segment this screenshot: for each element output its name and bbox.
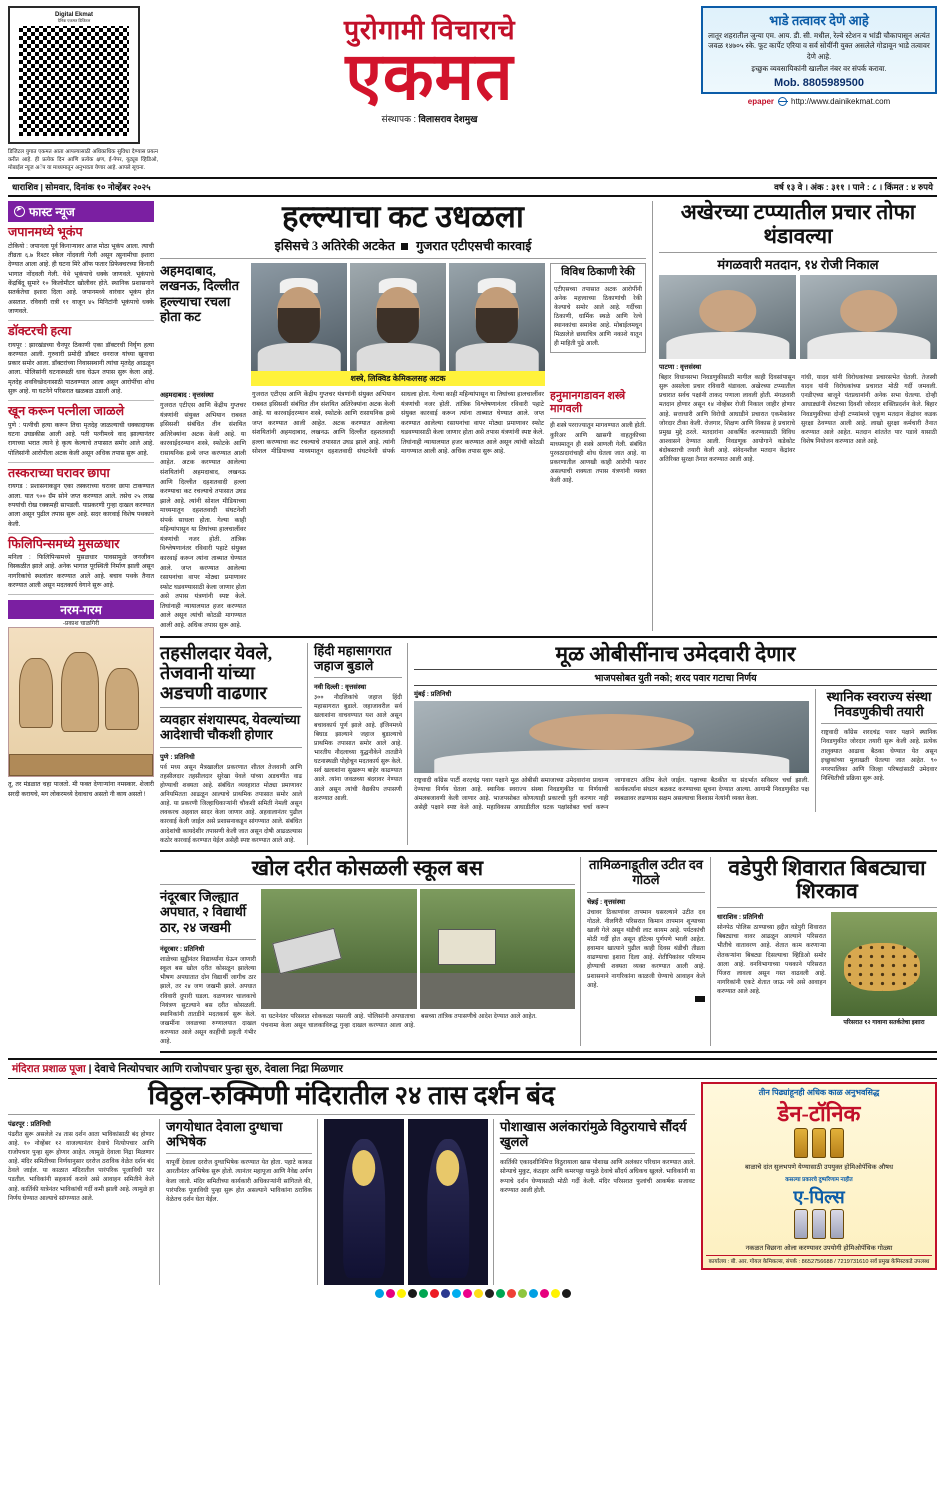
leopard-photo: [831, 912, 937, 1016]
ad-brand-2-sub: नकळत विछाना ओला करण्यावर उपयोगी होमिओपॅथिक गोळ्या: [745, 1244, 893, 1252]
obc-side-title: स्थानिक स्वराज्य संस्था निवडणुकीची तयारी: [826, 688, 932, 719]
obc-side-body: राष्ट्रवादी काँग्रेस शरदचंद्र पवार पक्षाने स्थानिक निवडणुकीत जोरदार तयारी सुरू केली आहे. प्रत्येक तालुक्यात आढावा बैठका घेण्यात येत असून इच्छुकांच्या मुलाखती घेतल्या जात आहेत. ९० नगरपालिका आणि जिल्हा परिषदांसाठी उमेदवार निश्चितीची प्रक्रिया सुरू आहे.: [821, 729, 937, 782]
lead-body-row: [160, 390, 646, 631]
list-item[interactable]: [8, 222, 154, 321]
tamil-body: उंचावर ठिकाणांवर तापमान घसरल्याने उटीत दव गोठले. नीलगिरी परिसरात किमान तापमान शून्याच्या खाली गेले असून थंडीची लाट कायम आहे. पर्यटकांची मोठी गर्दी होत असून हॉटेल्स पूर्णपणे भरली आहेत. हवामान खात्याने पुढील काही दिवस थंडीची तीव्रता वाढण्याचा इशारा दिला आहे. शेतीपिकांवर परिणाम होण्याची शक्यता व्यक्त करण्यात आली आहे. प्रशासनाने नागरिकांना काळजी घेण्याचे आवाहन केले आहे.: [587, 908, 705, 989]
sidebar-item-body: टोकियो : जपानला पूर्व किनाऱ्यावर आज मोठा भूकंप आला. त्याची तीव्रता ६.७ रिश्टर स्केल नोंदवली गेली असून त्सुनामीचा इशारा देण्यात आला आहे. ही घटना मिरे ऑफ फतार प्रिफेक्चरच्या किनारी भागात नोंदवली गेली. येथे भूकंपाचे धक्के जाणवले. भूकंपाचे केंद्रबिंदू सुमारे १० किलोमीटर खोलीवर होते. स्थानिक प्रशासनाने सतर्कतेचा इशारा दिला आहे. जपानमध्ये वारंवार भूकंप होत असतात. रविवारी रात्री ११ वाजून ४५ मिनिटांनी भूकंपाचे धक्के जाणवले.: [8, 242, 154, 315]
ad-title: भाडे तत्वावर देणे आहे: [769, 13, 869, 28]
right-top-story: [659, 201, 937, 630]
ad-bottles-1: [706, 1128, 932, 1163]
dateline-strip: [8, 177, 937, 197]
lead-sub-left: इसिसचे 3 अतिरेकी अटकेत: [274, 239, 395, 254]
bus-story: [160, 857, 581, 1046]
epaper-link[interactable]: [701, 97, 937, 106]
lead-box2-col: [550, 390, 646, 631]
lead-top: [160, 263, 646, 386]
masthead-kicker: पुरोगामी विचाराचे: [343, 15, 516, 45]
bus-headline: खोल दरीत कोसळली स्कूल बस: [251, 855, 484, 880]
byline: अहमदाबाद : वृत्तसंस्था: [160, 392, 214, 400]
dateline-left: धाराशिव | सोमवार, दिनांक १० नोव्हेंबर २०२५: [12, 182, 151, 193]
vitthal-byline: पंढरपूर : प्रतिनिधी: [8, 1120, 51, 1128]
sidebar-header-label: फास्ट न्यूज: [29, 205, 75, 220]
bus-sub: नंदूरबार जिल्ह्यात अपघात, २ विद्यार्थी ठार, २४ जखमी: [160, 889, 247, 935]
box2-title: हनुमानगडावन शस्त्रे मागवली: [550, 390, 626, 416]
color-dot: [540, 1289, 549, 1298]
color-dot: [386, 1289, 395, 1298]
obc-story: [414, 643, 937, 845]
leopard-photo-caption: परिसरात १२ गावाना सतर्कतेचा इशारा: [843, 1019, 925, 1027]
color-dot: [507, 1289, 516, 1298]
box-body: एटीएसच्या तपासात अटक आरोपींनी अनेक महत्त्वाच्या ठिकाणांची रेकी केल्याचे समोर आले आहे. गर्दीच्या ठिकाणी, धार्मिक स्थळे आणि रेल्वे स्थानकांचा समावेश आहे. मोबाईलमधून मिळालेले छायाचित्र आणि नकाशे यातून ही माहिती पुढे आली.: [554, 285, 642, 348]
color-dot: [518, 1289, 527, 1298]
leopard-byline: धाराशिव : प्रतिनिधी: [717, 914, 764, 922]
obc-band: भाजपसोबत युती नको; शरद पवार गटाचा निर्णय: [414, 669, 937, 686]
color-dot: [529, 1289, 538, 1298]
ad-footer: कार्यालय : बी. आर. गोयल केमिकल्स, संपर्क : 8652756688 / 7219731610 सर्व प्रमुख केमिस्टकडे उपलब्ध: [706, 1255, 932, 1265]
cartoon-caption: तू, तर मंडळात चहा पाजतो. मी फक्त देणाऱ्यांना नमस्कार. शेजारी सरदी करायचे, मग लोकरमध्ये देवाचाच असतो नी काय असतो !: [8, 781, 154, 798]
color-dot: [463, 1289, 472, 1298]
vitthal-photo-col: [324, 1119, 494, 1285]
right-top-body-2: गांधी, यादव यांनी विरोधकांच्या प्रचारसभेत घेतली. तेजस्वी यादव यांनी विरोधकांच्या प्रचारात मोठी गर्दी जमवली. एनडीएच्या बाजूने पंतप्रधानांनी अनेक सभा घेतल्या. दोन्ही आघाड्यांनी शेवटच्या दिवशी जोरदार शक्तिप्रदर्शन केले. बिहार निवडणुकीच्या दोन्ही टप्प्यांमध्ये एकूण मतदान केंद्रांवर कडक सुरक्षा ठेवण्यात आली आहे. लाखो सुरक्षा कर्मचारी तैनात करण्यात आले आहेत. मतदान शांततेत पार पडावे यासाठी विशेष नियोजन करण्यात आले आहे.: [801, 373, 937, 445]
masthead-left: [8, 6, 158, 172]
lead-deck-col: [160, 263, 246, 386]
main-columns: [8, 201, 937, 1058]
lead-box-col: [550, 263, 646, 386]
vitthal-col2-title: जगयोधात देवाला दुग्धाचा अभिषेक: [166, 1118, 283, 1150]
suspect-photo-3: [449, 263, 545, 371]
dateline-right: वर्ष १३ वे । अंक : ३११ । पाने : ८ । किंमत : ४ रुपये: [774, 182, 933, 193]
vitthal-headline: विठ्ठल-रुक्मिणी मंदिरातील २४ तास दर्शन बंद: [148, 1081, 555, 1111]
qr-code-icon[interactable]: [19, 26, 129, 136]
photo-caption: शस्त्रे, लिक्विड केमिकलसह अटक: [251, 371, 545, 386]
ad-badge: कसल्या प्रकारचे दुष्परिणाम नाहीत: [785, 1176, 853, 1183]
sidebar: [8, 201, 154, 1058]
main-content: [160, 201, 937, 1058]
sidebar-header: [8, 201, 154, 222]
tamil-story: [587, 857, 711, 1046]
tehsildar-body: पर्व मध्य असून मैत्रखालील प्रकरणात शीतल तेजवानी आणि तहसीलदार तहसीलदार सुरेखा येवले यांच्या अडचणीत वाढ होण्याची शक्यता आहे. संबंधित व्यवहारात मोठ्या प्रमाणावर अनियमितता आढळून आल्याचे प्राथमिक तपासात समोर आले आहे. या प्रकरणी जिल्हाधिकाऱ्यांनी चौकशी समिती नेमली असून लवकरच अहवाल सादर केला जाणार आहे. अहवालानंतर पुढील कारवाई केली जाईल असे प्रशासनाकडून सांगण्यात आले. संबंधित आदेशांची कायदेशीर तपासणी केली जात असून दोषी आढळल्यास कठोर कारवाई करण्यात येईल असेही स्पष्ट करण्यात आले आहे.: [160, 763, 302, 844]
deity-photo-2: [408, 1119, 488, 1285]
bus-deck-col: [160, 889, 256, 1046]
tamil-byline: चेन्नई : वृत्तसंस्था: [587, 898, 626, 906]
bus-body-1: शाळेच्या सुट्टीनंतर विद्यार्थ्यांना घेऊन जाणारी स्कूल बस खोल दरीत कोसळून झालेल्या भीषण अपघातात दोन विद्यार्थी जागीच ठार झाले, तर २४ जण जखमी झाले. अपघात रविवारी दुपारी घडला. वळणावर चालकाचे नियंत्रण सुटल्याने बस दरीत कोसळली. स्थानिकांनी तातडीने मदतकार्य सुरू केले. जखमींना जवळच्या रुग्णालयात दाखल करण्यात आले असून काहींची प्रकृती गंभीर आहे.: [160, 955, 256, 1046]
cartoon-header: नरम-गरम: [8, 600, 154, 619]
right-top-body-1: बिहार विधानसभा निवडणुकीसाठी मागील काही दिवसांपासून सुरू असलेला प्रचार रविवारी थंडावला. अखेरच्या टप्प्यातील प्रचारात सर्वच पक्षांनी ताकद पणाला लावली होती. मंगळवारी मतदान होणार असून १४ नोव्हेंबर रोजी निकाल जाहीर होणार आहे. सत्ताधारी आणि विरोधी आघाडीने प्रचारात एकमेकांवर जोरदार टीका केली. रोजगार, शिक्षण आणि विकास हे प्रचाराचे प्रमुख मुद्दे ठरले. मतदारांना आकर्षित करण्यासाठी विविध आश्वासने देण्यात आली. निवडणूक आयोगाने कडेकोट बंदोबस्ताची तयारी केली आहे. संवेदनशील मतदान केंद्रांवर अतिरिक्त सुरक्षा तैनात करण्यात आली आहे.: [659, 373, 795, 464]
list-item[interactable]: [8, 401, 154, 463]
vitthal-body: पंढरीत सुरू असलेले २४ तास दर्शन आता भाविकांसाठी बंद होणार आहे. १० नोव्हेंबर १२ वाजल्यानंतर देवाचे नित्योपचार आणि राजोपचार पुन्हा सुरू होणार आहेत. त्यामुळे देवाला निद्रा मिळणार आहे. मंदिर समितीच्या निर्णयानुसार दररोज ठराविक वेळेत दर्शन बंद ठेवले जाईल. या काळात मंदिरातील पारंपरिक पूजाविधी पार पडतील. भाविकांनी सहकार्य करावे असे आवाहन समितीने केले आहे. कार्तिकी यात्रेनंतर भाविकांची गर्दी कमी झाली आहे. त्यामुळे हा निर्णय घेण्यात आल्याचे सांगण्यात आले.: [8, 1130, 154, 1202]
vitthal-story: [8, 1082, 695, 1284]
square-bullet-icon: [401, 243, 408, 250]
color-dot: [562, 1289, 571, 1298]
right-top-sub: मंगळवारी मतदान, १४ रोजी निकाल: [717, 256, 879, 272]
leopard-story: [717, 857, 937, 1046]
sidebar-item-body: रायगड : प्रशासनाकडून एका तस्कराच्या घरावर छापा टाकण्यात आला. यात ९०० ग्रॅम सोने जप्त करण्यात आले. तसेच २५ लाख रुपयांची रोख रक्कमही सापडली. याप्रकरणी गुन्हा दाखल करण्यात आला असून पुढील तपास सुरू आहे. सदर कारवाई विशेष पथकाने केली.: [8, 483, 154, 528]
leopard-headline: वडेपुरी शिवारात बिबट्याचा शिरकाव: [728, 855, 926, 903]
vitthal-col-4: [500, 1119, 695, 1285]
obc-byline: मुंबई : प्रतिनिधी: [414, 690, 452, 698]
list-item[interactable]: [8, 534, 154, 596]
ship-byline: नवी दिल्ली : वृत्तसंस्था: [314, 684, 367, 692]
lead-subhead: [160, 237, 646, 254]
color-dot: [496, 1289, 505, 1298]
page-title: हल्ल्याचा कट उधळला: [282, 199, 524, 235]
leopard-photo-col: [831, 912, 937, 1027]
color-dot: [452, 1289, 461, 1298]
qr-box[interactable]: [8, 6, 140, 144]
bottom-ad[interactable]: [701, 1082, 937, 1284]
obc-side-box: [815, 689, 937, 813]
masthead-editor: [164, 112, 695, 125]
cartoon-image: [8, 627, 154, 777]
accident-photo-2: [420, 889, 576, 1009]
sidebar-item-body: पुणे : पत्नीची हत्या करून तिचा मृतदेह जाळल्याची धक्कादायक घटना उघडकीस आली आहे. पती पत्नीमध्ये वाद झाल्यानंतर रागाच्या भरात त्याने हे कृत्य केल्याचे तपासात समोर आले आहे. पोलिसांनी आरोपीला अटक केली असून अधिक तपास सुरू आहे.: [8, 421, 154, 457]
masthead-title: एकमत: [345, 41, 514, 114]
sidebar-item-title: जपानमध्ये भूकंप: [8, 225, 83, 240]
tamil-headline: तामिळनाडूतील उटीत दव गोठले: [588, 856, 703, 888]
lead-byline-col: [160, 390, 246, 631]
lead-deck: अहमदाबाद, लखनऊ, दिल्लीत हल्ल्याचा रचला होता कट: [160, 263, 240, 324]
marquee-black: देवाचे नित्योपचार आणि राजोपचार पुन्हा सुरु, देवाला निद्रा मिळणार: [94, 1063, 343, 1076]
end-mark-icon: [695, 996, 705, 1002]
sidebar-item-title: फिलिपिन्समध्ये मुसळधार: [8, 536, 120, 551]
lead-body-2: गुजरात एटीएस आणि केंद्रीय गुप्तचर यंत्रणांनी संयुक्त अभियान राबवत इसिसशी संबंधित तीन संशयित अतिरेक्यांना अटक केली आहे. या कारवाईदरम्यान शस्त्रे, स्फोटके आणि रासायनिक द्रव्ये जप्त करण्यात आली आहेत. अटक करण्यात आलेल्या संशयितांनी अहमदाबाद, लखनऊ आणि दिल्लीत दहशतवादी हल्ला करण्याचा कट रचल्याचे तपासात उघड झाले आहे. त्यांनी सोशल मीडियाच्या माध्यमातून दहशतवादी संघटनेशी संपर्क साधला होता. गेल्या काही महिन्यांपासून या तिघांच्या हालचालींवर यंत्रणांची नजर होती. तांत्रिक विश्लेषणानंतर रविवारी पहाटे संयुक्त कारवाई करून त्यांना ताब्यात घेण्यात आले. जप्त करण्यात आलेल्या रसायनांचा वापर मोठ्या प्रमाणावर स्फोट घडवण्यासाठी केला जाणार होता असे तपास यंत्रणांनी स्पष्ट केले. तिघांनाही न्यायालयात हजर करण्यात आले असून त्यांची कोठडी मागण्यात आली आहे. अधिक तपास सुरू आहे.: [252, 391, 544, 456]
color-dot: [430, 1289, 439, 1298]
ad-tagline: तीन पिढ्यांहूनही अधिक काळ अनुभवसिद्ध: [758, 1088, 880, 1098]
epaper-label: epaper: [747, 96, 775, 106]
bottom-section: [8, 1082, 937, 1284]
right-top-photos: [659, 275, 937, 359]
ship-body: ३०० नौदलिकांचे जहाज हिंदी महासागरात बुडाले. जहाजावरील सर्व खलाशांना वाचवण्यात यश आले असून बचावकार्य पूर्ण झाले आहे. इंजिनमध्ये बिघाड झाल्याने जहाज बुडाल्याचे प्राथमिक तपासात समोर आले आहे. भारतीय नौदलाच्या युद्धनौकेने तातडीने घटनास्थळी पोहोचून मदतकार्य सुरू केले. सर्व खलाशांना सुखरूप बाहेर काढण्यात आले. त्यांना जवळच्या बंदरावर नेण्यात आले असून त्यांची वैद्यकीय तपासणी करण्यात आली.: [314, 694, 402, 802]
accident-photo-1: [261, 889, 417, 1009]
politician-photo-2: [800, 275, 937, 359]
ad-phone: Mob. 8805989500: [774, 76, 864, 89]
bus-byline: नंदूरबार : प्रतिनिधी: [160, 945, 205, 953]
masthead: [8, 6, 937, 172]
sidebar-box-recce: [550, 263, 646, 353]
vitthal-col-2: [166, 1119, 318, 1285]
bus-body-2: या घटनेनंतर परिसरात शोककळा पसरली आहे. पोलिसांनी अपघाताचा पंचनामा केला असून चालकाविरुद्ध गुन्हा दाखल करण्यात आला आहे. बसच्या तांत्रिक तपासणीचे आदेश देण्यात आले आहेत.: [261, 1013, 537, 1030]
leopard-body: सोनपेठ पोलिस ठाण्याच्या हद्दीत वडेपुरी शिवारात बिबट्याचा वावर आढळून आल्याने परिसरात भीतीचे वातावरण आहे. शेतात काम करणाऱ्या शेतकऱ्यांना बिबट्या दिसल्याचा व्हिडिओ समोर आला आहे. वनविभागाच्या पथकाने परिसरात पिंजरा लावला असून गस्त वाढवली आहे. नागरिकांनी एकटे शेतात जाऊ नये असे आवाहन करण्यात आले आहे.: [717, 924, 826, 996]
qr-title: Digital Ekmat: [54, 12, 93, 18]
color-dot: [397, 1289, 406, 1298]
editor-label: संस्थापक :: [381, 113, 419, 124]
ad-brand-1: डेन-टॉनिक: [777, 1101, 861, 1127]
qr-subtitle: दैनिक एकमत डिजिटल: [57, 17, 91, 23]
obc-headline: मूळ ओबीसींनाच उमेदवारी देणार: [555, 641, 796, 666]
box2-body: ही शस्त्रे परराज्यातून मागवण्यात आली होती. कुरिअर आणि खासगी वाहतुकीच्या माध्यमातून ही शस्त्रे आणली गेली. संबंधित पुरवठादारांचाही शोध घेतला जात आहे. या प्रकरणातील आणखी काही आरोपी फरार असल्याची शक्यता तपास यंत्रणांनी व्यक्त केली आहे.: [550, 422, 646, 485]
globe-icon: [778, 97, 787, 106]
second-row: [160, 643, 937, 845]
epaper-url[interactable]: http://www.dainikekmat.com: [791, 96, 891, 106]
obc-body: राष्ट्रवादी काँग्रेस पार्टी शरदचंद्र पवार पक्षाने मूळ ओबीसी समाजाच्या उमेदवारांना प्राधान्य देण्याचा निर्णय घेतला आहे. स्थानिक स्वराज्य संस्था निवडणुकीत या निर्णयाची अंमलबजावणी केली जाणार आहे. भाजपसोबत कोणत्याही प्रकारची युती करणार नाही असेही पक्षाने स्पष्ट केले आहे. महाविकास आघाडीतील घटक पक्षांसोबत चर्चा करून जागावाटप अंतिम केले जाईल. पक्षाच्या बैठकीत या संदर्भात सविस्तर चर्चा झाली. कार्यकर्त्यांना संघटन बळकट करण्याच्या सूचना देण्यात आल्या. आगामी निवडणुकीत पक्ष स्वबळावर लढण्यास सक्षम असल्याचा विश्वास नेत्यांनी व्यक्त केला.: [414, 776, 809, 812]
box-title: विविध ठिकाणी रेकी: [561, 267, 635, 279]
right-top-headline: अखेरच्या टप्प्यातील प्रचार तोफा थंडावल्या: [680, 200, 916, 248]
ship-headline: हिंदी महासागरात जहाज बुडाले: [314, 642, 392, 673]
sharad-pawar-photo: [414, 701, 809, 773]
marquee-red: मंदिरात प्रशाळ पूजा: [12, 1063, 86, 1076]
bus-photo-col: [261, 889, 575, 1046]
color-dot: [419, 1289, 428, 1298]
color-dot: [474, 1289, 483, 1298]
ad-brand-2: ए-पिल्स: [793, 1186, 845, 1207]
color-dot: [375, 1289, 384, 1298]
color-dot: [441, 1289, 450, 1298]
politician-photo-1: [659, 275, 796, 359]
ship-story: [314, 643, 408, 845]
obc-main: [414, 689, 809, 813]
lead-body-1: गुजरात एटीएस आणि केंद्रीय गुप्तचर यंत्रणांनी संयुक्त अभियान राबवत इसिसशी संबंधित तीन संशयित अतिरेक्यांना अटक केली आहे. या कारवाईदरम्यान शस्त्रे, स्फोटके आणि रासायनिक द्रव्ये जप्त करण्यात आली आहेत. अटक करण्यात आलेल्या संशयितांनी अहमदाबाद, लखनऊ आणि दिल्लीत दहशतवादी हल्ला करण्याचा कट रचल्याचे तपासात उघड झाले आहे. त्यांनी सोशल मीडियाच्या माध्यमातून दहशतवादी संघटनेशी संपर्क साधला होता. गेल्या काही महिन्यांपासून या तिघांच्या हालचालींवर यंत्रणांची नजर होती. तांत्रिक विश्लेषणानंतर रविवारी पहाटे संयुक्त कारवाई करून त्यांना ताब्यात घेण्यात आले. जप्त करण्यात आलेल्या रसायनांचा वापर मोठ्या प्रमाणावर स्फोट घडवण्यासाठी केला जाणार होता असे तपास यंत्रणांनी स्पष्ट केले. तिघांनाही न्यायालयात हजर करण्यात आले असून त्यांची कोठडी मागण्यात आली आहे. अधिक तपास सुरू आहे.: [160, 402, 246, 629]
qr-caption: डिजिटल युगात एकमत आता आपल्यासाठी अधिकाधिक सुविधा देण्यास प्रयत्न करीत आहे. ही प्रत्येक दिन आणि प्रत्येक क्षण, ई-पेपर, यूट्यूब व्हिडिओ, मोबाईल न्यूज अॅप या माध्यमातून अनुभवता येणार आहे. आपले सूचना.: [8, 148, 158, 171]
leopard-text: [717, 912, 826, 1027]
cartoon-byline: -प्रकाश चाळगिरी: [62, 621, 100, 628]
ad-note: इच्छुक व्यवसायिकांनी खालील नंबर वर संपर्क करावा.: [751, 64, 887, 74]
sidebar-item-title: खून करून पत्नीला जाळले: [8, 404, 125, 419]
editor-name: विलासराव देशमुख: [418, 113, 478, 124]
suspect-photo-2: [350, 263, 446, 371]
lead-photo-block: [251, 263, 545, 386]
marquee-strip: मंदिरात प्रशाळ पूजा | देवाचे नित्योपचार आणि राजोपचार पुन्हा सुरु, देवाला निद्रा मिळणार: [8, 1058, 937, 1079]
sidebar-item-title: डॉक्टरची हत्या: [8, 324, 72, 339]
vitthal-col2-body: यापूर्वी देवाला दररोज दुग्धाभिषेक करण्यात येत होता. पहाटे काकड आरतीनंतर अभिषेक सुरू होतो. त्यानंतर महापूजा आणि नैवेद्य अर्पण केला जातो. मंदिर समितीच्या कार्यकारी अधिकाऱ्यांनी सांगितले की, पारंपरिक पूजाविधी पुन्हा सुरू होत असल्याने भाविकांना ठराविक वेळेतच दर्शन घेता येईल.: [166, 1159, 312, 1203]
print-color-bar: [8, 1285, 937, 1300]
tehsildar-byline: पुणे : प्रतिनिधी: [160, 753, 195, 761]
tehsildar-story: [160, 643, 308, 845]
cartoon-block: [8, 600, 154, 799]
sidebar-item-body: रायपूर : झारखंडच्या चैनपूर ठिकाणी एका डॉक्टरची निर्घृण हत्या करण्यात आली. गुरुवारी प्रमोदी डॉक्टर धनराज यांच्या खुनाचा प्रकार समोर आला. डॉक्टरांच्या निवासस्थानी त्यांचा मृतदेह आढळून आला. पोलिसांनी घटनास्थळी धाव घेऊन तपास सुरू केला आहे. मृतदेह शवविच्छेदनासाठी पाठवण्यात आला असून आरोपींचा शोध सुरू आहे. या घटनेने परिसरात खळबळ उडाली आहे.: [8, 341, 154, 396]
vitthal-col4-title: पोशाखास अलंकारांमुळे विठुरायाचे सौंदर्य खुलले: [500, 1118, 687, 1150]
color-dot: [551, 1289, 560, 1298]
vitthal-col4-body: कार्तिकी एकादशीनिमित्त विठुरायाला खास पोशाख आणि अलंकार परिधान करण्यात आले. सोन्याचे मुकुट, कंठहार आणि कमरपट्टा यामुळे देवाचे सौंदर्य अधिकच खुलले. भाविकांनी या रूपाचे दर्शन घेण्यासाठी मोठी गर्दी केली. मंदिर परिसरात फुलांची आकर्षक सजावट करण्यात आली होती.: [500, 1159, 695, 1194]
vitthal-col-1: [8, 1119, 160, 1285]
deity-photo-1: [324, 1119, 404, 1285]
list-item[interactable]: [8, 321, 154, 401]
masthead-center: [164, 6, 695, 125]
ad-body: लातूर शहरातील जुन्या एम. आय. डी. सी. मधील, रेल्वे स्टेशन व भांडी चौकापासून अत्यंत जवळ १४७०५ स्के. फूट कार्पेट एरिया व सर्व सोयींनी युक्त असलेले गोडावून भाडे तत्वावर देणे आहे.: [708, 31, 930, 61]
third-row: [160, 857, 937, 1046]
tehsildar-headline: तहसीलदार येवले, तेजवानी यांच्या अडचणी वाढणार: [160, 642, 273, 703]
top-row: [160, 201, 937, 630]
sidebar-item-title: तस्कराच्या घरावर छापा: [8, 465, 110, 480]
color-dot: [485, 1289, 494, 1298]
masthead-ad: [701, 6, 937, 106]
fast-news-icon: [14, 206, 25, 217]
ad-bottles-2: [706, 1209, 932, 1244]
sidebar-item-body: मनिला : फिलिपिन्समध्ये मुसळधार पावसामुळे जनजीवन विस्कळीत झाले आहे. अनेक भागात पूरस्थिती निर्माण झाली असून नागरिकांचे स्थलांतर करण्यात आले आहे. बचाव पथके तैनात करण्यात आली असून मदतकार्य वेगाने सुरू आहे.: [8, 554, 154, 590]
list-item[interactable]: [8, 463, 154, 534]
ad-box-rental[interactable]: [701, 6, 937, 94]
tehsildar-sub: व्यवहार संशयास्पद, येवल्यांच्या आदेशाची चौकशी होणार: [160, 711, 301, 743]
suspect-photo-1: [251, 263, 347, 371]
color-dot: [408, 1289, 417, 1298]
ad-brand-1-sub: बाळाचे दांत सुलभपणे येण्यासाठी उपयुक्त होमिओपॅथिक औषध: [744, 1164, 894, 1172]
right-top-byline: पाटणा : वृत्तसंस्था: [659, 363, 702, 371]
lead-sub-right: गुजरात एटीएसची कारवाई: [416, 239, 532, 254]
lead-story: [160, 201, 653, 630]
